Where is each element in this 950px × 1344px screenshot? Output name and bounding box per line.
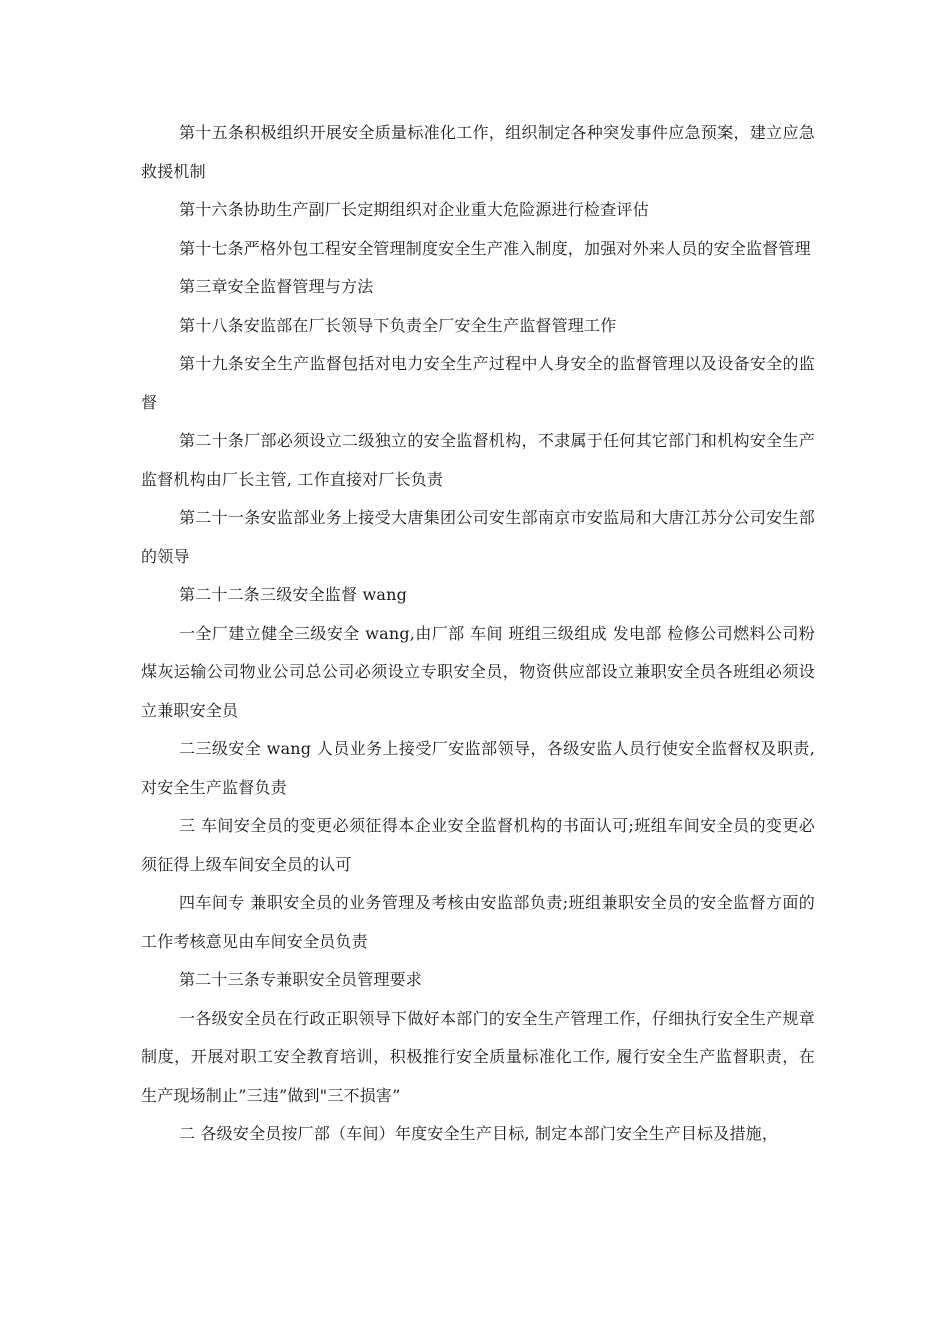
document-body xyxy=(141,114,815,1154)
paragraph-article-21: 第二十一条安监部业务上接受大唐集团公司安生部南京市安监局和大唐江苏分公司安生部的领导 xyxy=(141,508,815,566)
chapter-heading-3: 第三章安全监督管理与方法 xyxy=(179,277,374,296)
paragraph-article-19: 第十九条安全生产监督包括对电力安全生产过程中人身安全的监督管理以及设备安全的监督 xyxy=(141,354,815,412)
paragraph-article-23: 第二十三条专兼职安全员管理要求 xyxy=(179,970,423,989)
paragraph-article-17: 第十七条严格外包工程安全管理制度安全生产准入制度，加强对外来人员的安全监督管理 xyxy=(179,238,811,258)
paragraph-article-15: 第十五条积极组织开展安全质量标准化工作，组织制定各种突发事件应急预案，建立应急救援机制 xyxy=(141,123,815,181)
paragraph-article-22: 第二十二条三级安全监督 wang xyxy=(179,585,408,604)
paragraph-article-22-item-1: 一全厂建立健全三级安全 wang,由厂部 车间 班组三级组成 发电部 检修公司燃料公司粉煤灰运输公司物业公司总公司必须设立专职安全员，物资供应部设立兼职安全员各班组必须设立兼职安全员 xyxy=(141,623,815,720)
paragraph-article-16: 第十六条协助生产副厂长定期组织对企业重大危险源进行检查评估 xyxy=(179,200,649,219)
paragraph-article-23-item-2: 二 各级安全员按厂部（车间）年度安全生产目标, 制定本部门安全生产目标及措施， xyxy=(179,1124,779,1143)
paragraph-article-22-item-3: 三 车间安全员的变更必须征得本企业安全监督机构的书面认可;班组车间安全员的变更必须征得上级车间安全员的认可 xyxy=(141,816,815,874)
paragraph-article-22-item-2: 二三级安全 wang 人员业务上接受厂安监部领导，各级安监人员行使安全监督权及职责, 对安全生产监督负责 xyxy=(141,739,815,797)
paragraph-article-20: 第二十条厂部必须设立二级独立的安全监督机构，不隶属于任何其它部门和机构安全生产监督机构由厂长主管, 工作直接对厂长负责 xyxy=(141,431,815,489)
paragraph-article-22-item-4: 四车间专 兼职安全员的业务管理及考核由安监部负责;班组兼职安全员的安全监督方面的工作考核意见由车间安全员负责 xyxy=(141,893,815,951)
paragraph-article-23-item-1: 一各级安全员在行政正职领导下做好本部门的安全生产管理工作，仔细执行安全生产规章制度，开展对职工安全教育培训，积极推行安全质量标准化工作, 履行安全生产监督职责，在生产现场制止”三违”做到"三不损害” xyxy=(141,1008,815,1105)
paragraph-article-18: 第十八条安监部在厂长领导下负责全厂安全生产监督管理工作 xyxy=(179,315,617,335)
